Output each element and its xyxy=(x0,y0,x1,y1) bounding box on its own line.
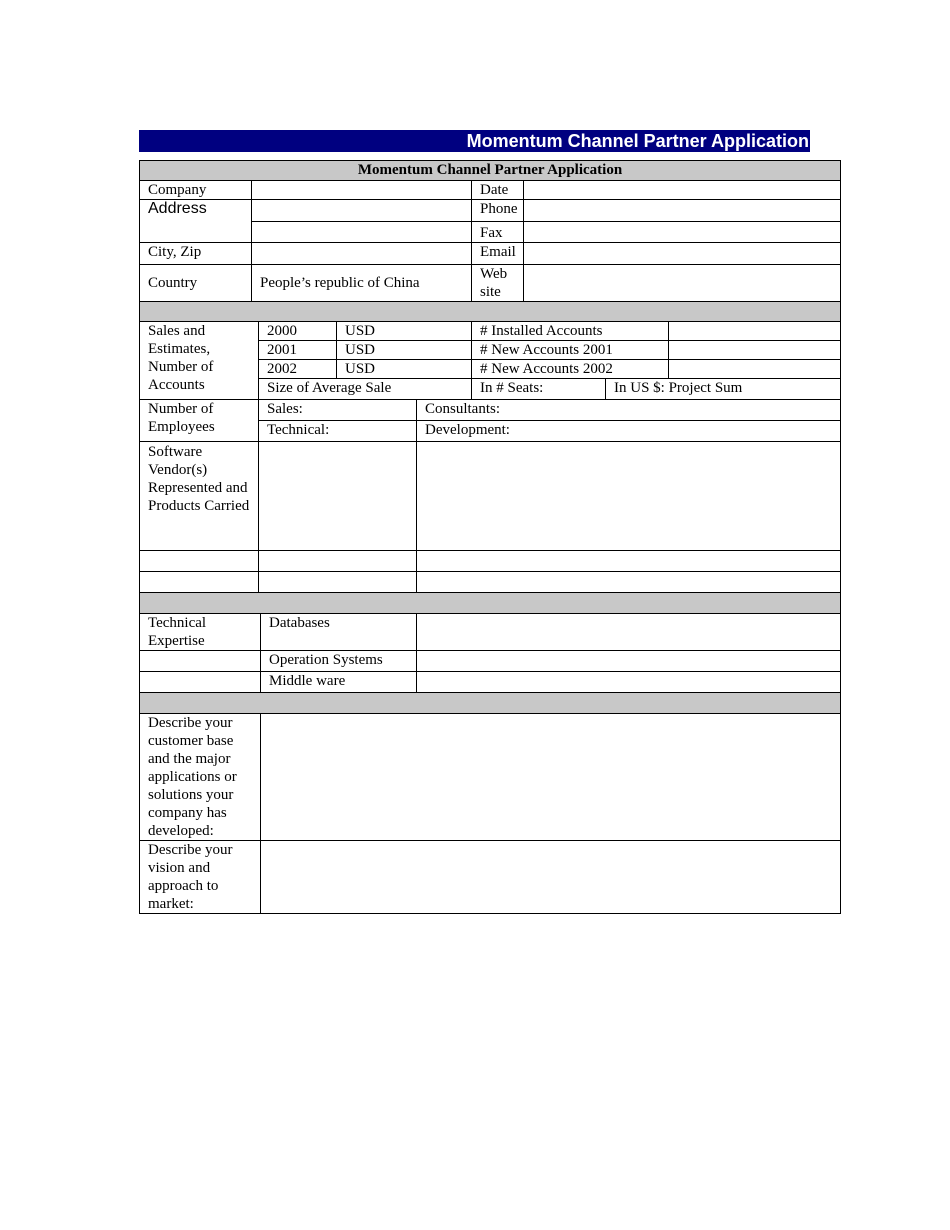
expertise-middleware-field[interactable] xyxy=(417,672,841,693)
sales-label: Sales and Estimates, Number of Accounts xyxy=(140,322,259,400)
vendors-extra-cell[interactable] xyxy=(140,551,259,572)
section-divider xyxy=(140,693,841,714)
city-zip-field[interactable] xyxy=(252,243,472,265)
banner-title: Momentum Channel Partner Application xyxy=(139,130,810,152)
installed-accounts-field[interactable] xyxy=(669,322,841,341)
vendors-extra-cell[interactable] xyxy=(417,572,841,593)
vendors-extra-cell[interactable] xyxy=(259,551,417,572)
employees-development-label: Development: xyxy=(417,421,841,442)
sales-currency-2001: USD xyxy=(337,341,472,360)
vendors-label: Software Vendor(s) Represented and Products Carried xyxy=(140,442,259,551)
expertise-os-field[interactable] xyxy=(417,651,841,672)
section-divider xyxy=(140,302,841,322)
vendors-field-2[interactable] xyxy=(417,442,841,551)
sales-currency-2000: USD xyxy=(337,322,472,341)
expertise-os-label: Operation Systems xyxy=(261,651,417,672)
company-label: Company xyxy=(140,181,252,200)
expertise-databases-field[interactable] xyxy=(417,614,841,651)
city-zip-label: City, Zip xyxy=(140,243,252,265)
application-form xyxy=(139,160,841,914)
new-accounts-2001-label: # New Accounts 2001 xyxy=(472,341,669,360)
vendors-extra-cell[interactable] xyxy=(417,551,841,572)
expertise-databases-label: Databases xyxy=(261,614,417,651)
phone-field[interactable] xyxy=(524,200,841,222)
avg-sale-label: Size of Average Sale xyxy=(259,379,472,400)
website-field[interactable] xyxy=(524,265,841,302)
employees-sales-label: Sales: xyxy=(259,400,417,421)
expertise-blank-cell xyxy=(140,651,261,672)
address-field-line2[interactable] xyxy=(252,222,472,243)
form-header: Momentum Channel Partner Application xyxy=(140,161,841,181)
new-accounts-2001-field[interactable] xyxy=(669,341,841,360)
vision-label: Describe your vision and approach to market: xyxy=(140,841,261,914)
vision-field[interactable] xyxy=(261,841,841,914)
email-label: Email xyxy=(472,243,524,265)
sales-year-2002: 2002 xyxy=(259,360,337,379)
customer-base-label: Describe your customer base and the major applications or solutions your company has developed: xyxy=(140,714,261,841)
website-label: Web site xyxy=(472,265,524,302)
country-field[interactable]: People’s republic of China xyxy=(252,265,472,302)
vendors-extra-cell[interactable] xyxy=(259,572,417,593)
fax-label: Fax xyxy=(472,222,524,243)
date-field[interactable] xyxy=(524,181,841,200)
address-field-line1[interactable] xyxy=(252,200,472,222)
country-label: Country xyxy=(140,265,252,302)
address-label: Address xyxy=(140,200,252,243)
vendors-extra-cell[interactable] xyxy=(140,572,259,593)
sales-year-2000: 2000 xyxy=(259,322,337,341)
phone-label: Phone xyxy=(472,200,524,222)
seats-label: In # Seats: xyxy=(472,379,606,400)
new-accounts-2002-field[interactable] xyxy=(669,360,841,379)
expertise-label: Technical Expertise xyxy=(140,614,261,651)
expertise-blank-cell xyxy=(140,672,261,693)
vendors-field-1[interactable] xyxy=(259,442,417,551)
email-field[interactable] xyxy=(524,243,841,265)
employees-consultants-label: Consultants: xyxy=(417,400,841,421)
fax-field[interactable] xyxy=(524,222,841,243)
section-divider xyxy=(140,593,841,614)
installed-accounts-label: # Installed Accounts xyxy=(472,322,669,341)
company-field[interactable] xyxy=(252,181,472,200)
expertise-middleware-label: Middle ware xyxy=(261,672,417,693)
employees-technical-label: Technical: xyxy=(259,421,417,442)
date-label: Date xyxy=(472,181,524,200)
employees-label: Number of Employees xyxy=(140,400,259,442)
sales-year-2001: 2001 xyxy=(259,341,337,360)
customer-base-field[interactable] xyxy=(261,714,841,841)
project-sum-label: In US $: Project Sum xyxy=(606,379,841,400)
new-accounts-2002-label: # New Accounts 2002 xyxy=(472,360,669,379)
sales-currency-2002: USD xyxy=(337,360,472,379)
